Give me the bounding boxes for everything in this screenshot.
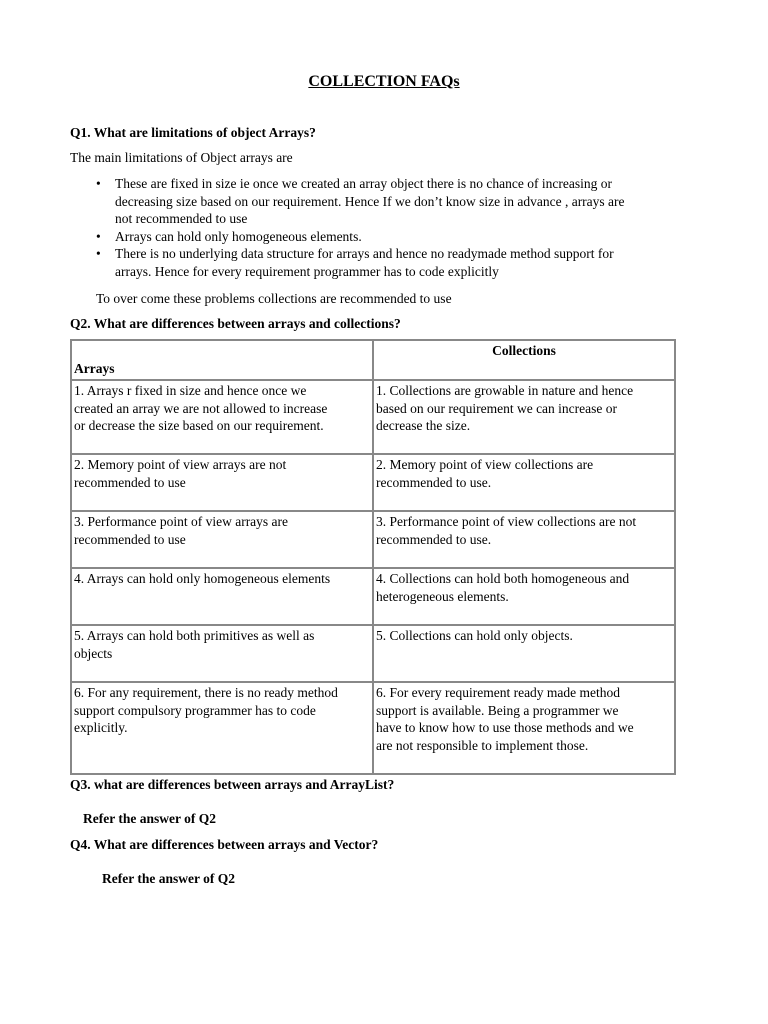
list-item [70,245,710,280]
cell-line: 2. Memory point of view collections are [376,457,594,472]
table-cell [373,511,675,568]
table-cell [71,511,373,568]
cell-line: have to know how to use those methods and we [376,720,634,735]
bullet-line: arrays. Hence for every requirement programmer has to code explicitly [115,263,499,279]
cell-line: created an array we are not allowed to increase [74,400,328,416]
bullet-line: Arrays can hold only homogeneous elements. [115,228,362,244]
table-header-row [71,340,675,380]
q1-question: Q1. What are limitations of object Arrays? [70,125,316,140]
bullet-line: There is no underlying data structure for arrays and hence no readymade method support for [115,246,614,261]
cell-line: recommended to use. [376,531,492,547]
bullet-line: not recommended to use [115,211,248,226]
bullet-icon: • [96,246,101,261]
table-row [71,454,675,511]
q3-answer: Refer the answer of Q2 [83,811,216,826]
cell-line: recommended to use [74,474,186,490]
table-cell [373,380,675,454]
table-cell [373,625,675,682]
q4-question: Q4. What are differences between arrays and Vector? [70,837,379,852]
table-cell [373,568,675,625]
list-item [70,175,710,228]
q1-conclusion: To over come these problems collections are recommended to use [96,291,452,306]
cell-line: are not responsible to implement those. [376,737,589,753]
table-row [71,511,675,568]
table-cell [373,454,675,511]
table-cell [71,682,373,774]
q3-question: Q3. what are differences between arrays and ArrayList? [70,777,395,792]
cell-line: 3. Performance point of view collections are not [376,514,637,529]
q1-bullet-list [70,175,710,280]
cell-line: or decrease the size based on our requirement. [74,418,324,433]
cell-line: 4. Arrays can hold only homogeneous elements [74,571,331,586]
column-header-collections: Collections [373,340,675,380]
q2-question: Q2. What are differences between arrays and collections? [70,316,401,331]
cell-line: 1. Arrays r fixed in size and hence once we [74,383,307,398]
table-row [71,380,675,454]
bullet-line: decreasing size based on our requirement. Hence If we don’t know size in advance , arrays are [115,193,625,209]
q4-answer: Refer the answer of Q2 [102,871,235,886]
bullet-line: These are fixed in size ie once we created an array object there is no chance of increasing or [115,176,612,191]
cell-line: 4. Collections can hold both homogeneous and [376,571,630,586]
bullet-icon: • [96,228,101,244]
q1-intro: The main limitations of Object arrays are [70,150,293,165]
cell-line: recommended to use [74,531,186,547]
cell-line: support is available. Being a programmer we [376,702,619,718]
table-row [71,625,675,682]
table-cell [71,625,373,682]
cell-line: 3. Performance point of view arrays are [74,514,289,529]
cell-line: explicitly. [74,720,128,735]
table-row [71,682,675,774]
cell-line: 2. Memory point of view arrays are not [74,457,287,472]
bullet-icon: • [96,176,101,191]
cell-line: 6. For any requirement, there is no ready method [74,685,338,700]
column-header-arrays: Arrays [71,340,373,380]
cell-line: heterogeneous elements. [376,588,509,604]
comparison-table [70,339,676,775]
cell-line: support compulsory programmer has to code [74,702,316,718]
cell-line: based on our requirement we can increase or [376,400,618,416]
table-row [71,568,675,625]
cell-line: objects [74,645,113,661]
list-item [70,228,710,246]
table-cell [71,380,373,454]
table-cell [373,682,675,774]
cell-line: 1. Collections are growable in nature and hence [376,383,634,398]
cell-line: 5. Arrays can hold both primitives as well as [74,628,315,643]
document-title: COLLECTION FAQs [308,73,460,90]
table-cell [71,568,373,625]
table-cell [71,454,373,511]
cell-line: recommended to use. [376,474,492,490]
cell-line: 6. For every requirement ready made method [376,685,621,700]
cell-line: decrease the size. [376,418,471,433]
cell-line: 5. Collections can hold only objects. [376,628,573,643]
